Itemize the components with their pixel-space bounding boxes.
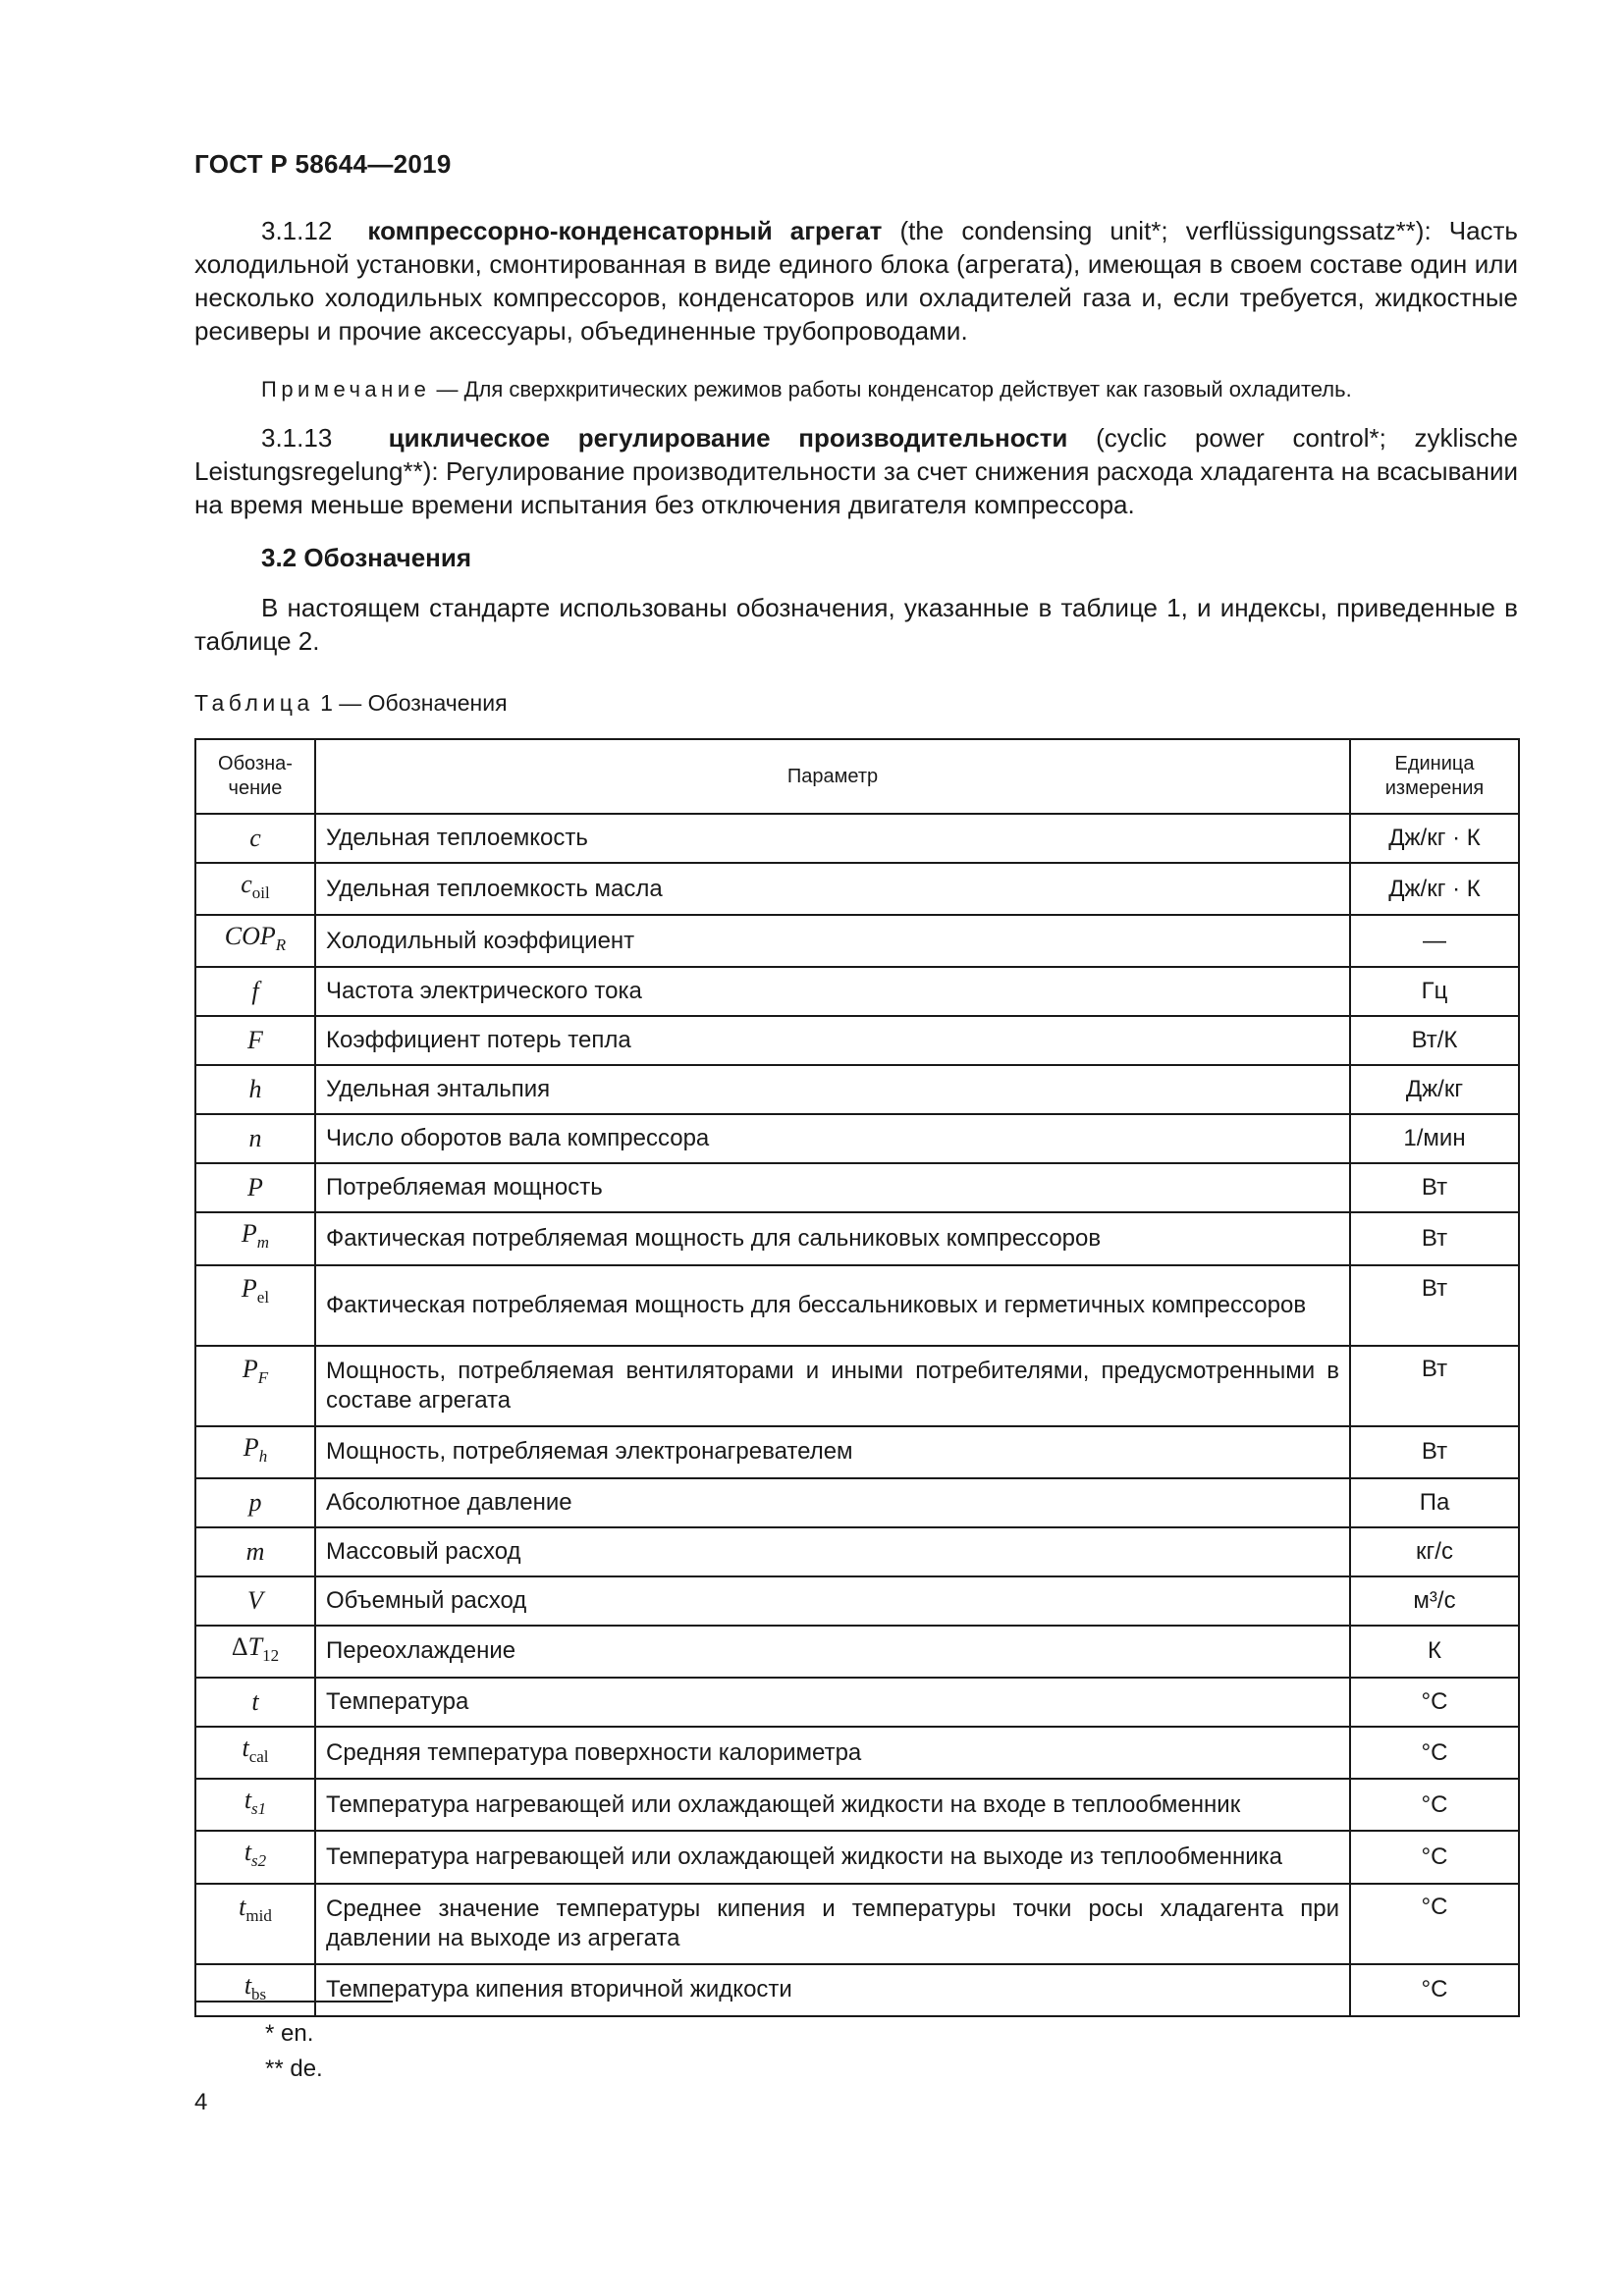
symbol-base: t [242,1733,249,1762]
table-row [195,863,1519,915]
symbol-base: m [245,1536,265,1566]
parameter-cell: Мощность, потребляемая вентиляторами и иными потребителями, предусмотренными в составе агрегата [315,1346,1350,1426]
unit-cell: Вт [1350,1346,1519,1426]
table-row [195,1527,1519,1576]
table-caption-text: 1 — Обозначения [320,690,508,716]
table-row [195,915,1519,967]
parameter-cell: Холодильный коэффициент [315,915,1350,967]
symbol-cell [195,1163,315,1212]
table-row [195,1831,1519,1883]
footnote-2: ** de. [265,2056,323,2082]
unit-cell: Дж/кг · К [1350,814,1519,863]
section-title: 3.2 Обозначения [261,543,472,572]
symbol-cell [195,1212,315,1264]
symbol-cell [195,1727,315,1779]
unit-cell: Дж/кг · К [1350,863,1519,915]
parameter-cell: Температура [315,1678,1350,1727]
symbol-cell [195,1779,315,1831]
note [194,375,1518,404]
symbol-subscript: s2 [251,1851,267,1871]
symbol-cell [195,863,315,915]
symbol-base: t [251,1686,259,1716]
table-row [195,1678,1519,1727]
parameter-cell: Среднее значение температуры кипения и температуры точки росы хладагента при давлении на выходе из агрегата [315,1884,1350,1964]
unit-cell: Вт/К [1350,1016,1519,1065]
parameter-cell: Средняя температура поверхности калориметра [315,1727,1350,1779]
symbol-cell [195,967,315,1016]
unit-cell: °C [1350,1884,1519,1964]
document-code: ГОСТ Р 58644—2019 [194,149,452,179]
symbol-subscript: R [275,935,287,955]
symbol-base: t [239,1892,246,1921]
symbol-base: P [241,1219,257,1249]
clause-number: 3.1.13 [261,423,333,453]
footnote-divider [194,2001,393,2002]
symbol-subscript: h [258,1446,268,1466]
unit-cell: Вт [1350,1163,1519,1212]
table-row [195,1016,1519,1065]
paragraph-3-1-12 [194,214,1518,347]
parameter-cell: Частота электрического тока [315,967,1350,1016]
parameter-cell: Объемный расход [315,1576,1350,1626]
table-row [195,1346,1519,1426]
symbol-base: n [248,1124,262,1153]
parameter-cell: Потребляемая мощность [315,1163,1350,1212]
definition-text: (cyclic power control*; zyklische Leistungsregelung**): Регулирование производительности за счет снижения расхода хладагента на всасывании на время меньше времени испытания без отключения двигателя компрессора. [194,423,1518,519]
header-symbol: Обозна-чение [195,739,315,814]
unit-cell: °C [1350,1727,1519,1779]
symbol-cell [195,1576,315,1626]
table-caption [194,690,508,717]
table-row [195,1884,1519,1964]
symbol-base: c [249,824,261,852]
table-row [195,1163,1519,1212]
symbol-subscript: 12 [262,1645,280,1665]
parameter-cell: Удельная теплоемкость [315,814,1350,863]
symbol-cell [195,1527,315,1576]
symbol-cell [195,1884,315,1964]
symbols-table [194,738,1520,2017]
table-header-row [195,739,1519,814]
parameter-cell: Удельная теплоемкость масла [315,863,1350,915]
table-row [195,814,1519,863]
table-row [195,1626,1519,1678]
symbol-subscript: mid [245,1905,272,1925]
parameter-cell: Абсолютное давление [315,1478,1350,1527]
symbol-cell [195,1831,315,1883]
note-text: — Для сверхкритических режимов работы конденсатор действует как газовый охладитель. [436,377,1352,401]
parameter-cell: Коэффициент потерь тепла [315,1016,1350,1065]
symbol-base: COP [224,922,276,951]
parameter-cell: Мощность, потребляемая электронагревателем [315,1426,1350,1478]
unit-cell: Гц [1350,967,1519,1016]
table-row [195,1779,1519,1831]
term-cyclic-power-control: циклическое регулирование производительности [388,423,1068,453]
symbol-cell [195,814,315,863]
symbol-base: h [248,1075,262,1104]
symbol-subscript: cal [248,1747,269,1767]
symbol-base: t [244,1838,252,1867]
table-row [195,1727,1519,1779]
note-label: Примечание [261,377,431,401]
symbol-base: c [241,870,252,898]
unit-cell: Па [1350,1478,1519,1527]
table-row [195,1576,1519,1626]
symbol-cell [195,1478,315,1527]
unit-cell: К [1350,1626,1519,1678]
page-number: 4 [194,2089,208,2115]
unit-cell: °C [1350,1779,1519,1831]
table-row [195,967,1519,1016]
parameter-cell: Фактическая потребляемая мощность для сальниковых компрессоров [315,1212,1350,1264]
symbol-subscript: el [256,1287,270,1307]
unit-cell: Дж/кг [1350,1065,1519,1114]
parameter-cell: Число оборотов вала компрессора [315,1114,1350,1163]
symbol-cell [195,1016,315,1065]
table-row [195,1114,1519,1163]
header-parameter: Параметр [315,739,1350,814]
footnote-1: * en. [265,2020,314,2047]
symbol-cell [195,1065,315,1114]
parameter-cell: Удельная энтальпия [315,1065,1350,1114]
symbol-base: P [242,1354,258,1383]
symbol-subscript: s1 [251,1799,267,1819]
term-condensing-unit: компрессорно-конденсаторный агрегат [367,216,883,245]
table-row [195,1426,1519,1478]
symbol-subscript: m [256,1233,270,1253]
parameter-cell: Температура нагревающей или охлаждающей жидкости на выходе из теплообменника [315,1831,1350,1883]
symbol-cell [195,1114,315,1163]
symbol-cell [195,915,315,967]
symbol-subscript: F [257,1367,269,1387]
symbol-cell [195,1265,315,1346]
table-row [195,1964,1519,2016]
symbol-base: P [247,1173,263,1202]
symbol-cell [195,1964,315,2016]
symbol-subscript: oil [251,883,270,903]
table-row [195,1265,1519,1346]
unit-cell: кг/с [1350,1527,1519,1576]
parameter-cell: Фактическая потребляемая мощность для бессальниковых и герметичных компрессоров [315,1265,1350,1346]
unit-cell: Вт [1350,1426,1519,1478]
unit-cell: °C [1350,1678,1519,1727]
paragraph-3-1-13 [194,421,1518,521]
symbol-base: t [244,1786,252,1815]
parameter-cell: Массовый расход [315,1527,1350,1576]
unit-cell: Вт [1350,1265,1519,1346]
table-body [195,814,1519,2016]
table-row [195,1065,1519,1114]
symbol-prefix: Δ [231,1631,248,1661]
unit-cell: Вт [1350,1212,1519,1264]
symbol-base: t [244,1970,252,2000]
symbol-base: T [247,1631,263,1661]
symbol-subscript: bs [251,1984,267,2003]
symbol-cell [195,1626,315,1678]
symbol-cell [195,1426,315,1478]
unit-cell: 1/мин [1350,1114,1519,1163]
symbol-base: f [251,977,259,1006]
symbol-base: V [247,1585,263,1615]
intro-paragraph: В настоящем стандарте использованы обозначения, указанные в таблице 1, и индексы, приведенные в таблице 2. [194,593,1518,656]
symbol-cell [195,1678,315,1727]
unit-cell: °C [1350,1831,1519,1883]
unit-cell: — [1350,915,1519,967]
symbol-base: P [241,1273,257,1303]
symbol-base: P [243,1432,259,1462]
symbol-base: p [248,1487,262,1517]
parameter-cell: Переохлаждение [315,1626,1350,1678]
table-row [195,1478,1519,1527]
table-caption-label: Таблица [194,690,314,716]
definition-text: (the condensing unit*; verflüssigungssatz**): Часть холодильной установки, смонтированная в виде единого блока (агрегата), имеющая в своем составе один или несколько холодильных компрессоров, конденсаторов или охладителей газа и, если требуется, жидкостные ресиверы и прочие аксессуары, объединенные трубопроводами. [194,216,1518,346]
parameter-cell: Температура нагревающей или охлаждающей жидкости на входе в теплообменник [315,1779,1350,1831]
table-row [195,1212,1519,1264]
parameter-cell: Температура кипения вторичной жидкости [315,1964,1350,2016]
header-unit: Единица измерения [1350,739,1519,814]
clause-number: 3.1.12 [261,216,333,245]
unit-cell: °C [1350,1964,1519,2016]
symbol-base: F [247,1026,263,1055]
unit-cell: м³/с [1350,1576,1519,1626]
symbol-cell [195,1346,315,1426]
